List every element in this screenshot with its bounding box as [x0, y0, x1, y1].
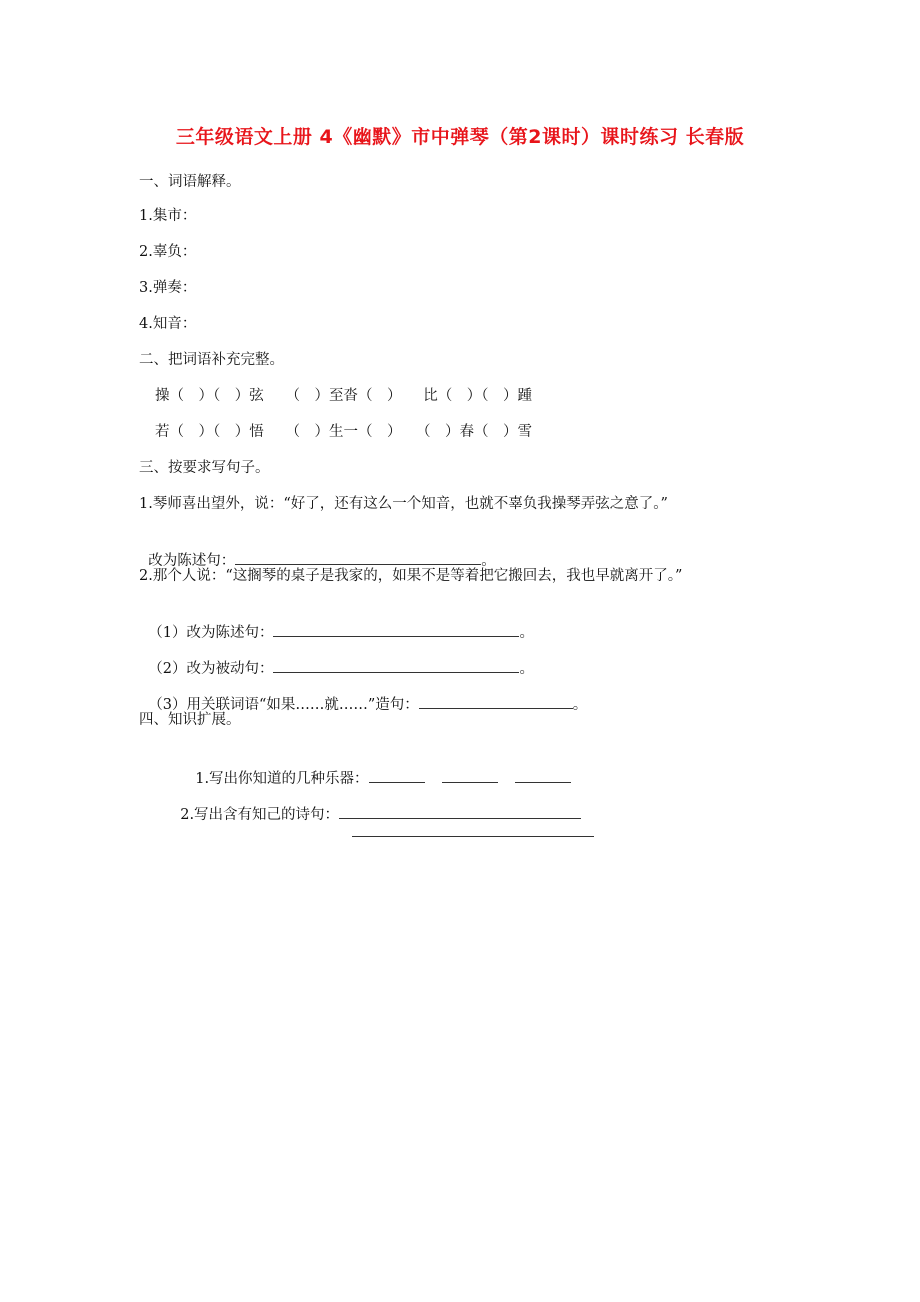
answer-blank[interactable]: [442, 768, 498, 783]
section2-heading: 二、把词语补充完整。: [139, 352, 284, 368]
prompt-label: （2）改为被动句：: [148, 661, 274, 677]
page-title: 三年级语文上册 4《幽默》市中弹琴（第2课时）课时练习 长春版: [175, 126, 745, 148]
period: 。: [481, 553, 496, 569]
prompt-label: 1.写出你知道的几种乐器：: [195, 771, 369, 787]
section4-heading: 四、知识扩展。: [139, 712, 241, 728]
answer-blank[interactable]: [419, 694, 573, 709]
period: 。: [519, 661, 534, 677]
question-4-1: [186, 748, 571, 789]
question-3-1: 1.琴师喜出望外，说：“好了，还有这么一个知音，也就不辜负我操琴弄弦之意了。”: [139, 496, 668, 512]
prompt-label: 2.写出含有知己的诗句：: [180, 807, 340, 823]
answer-blank[interactable]: [369, 768, 425, 783]
question-4-2: [171, 784, 581, 825]
section3-heading: 三、按要求写句子。: [139, 460, 270, 476]
idiom-row-1: 操（ ）（ ）弦 （ ）至沓（ ） 比（ ）（ ）踵: [155, 388, 532, 404]
answer-blank[interactable]: [273, 658, 519, 673]
idiom-row-2: 若（ ）（ ）悟 （ ）生一（ ） （ ）春（ ）雪: [155, 424, 532, 440]
question-3-1-answer: [139, 530, 496, 571]
question-3-2b: [139, 638, 534, 679]
list-item: 3.弹奏：: [139, 280, 197, 296]
section1-heading: 一、词语解释。: [139, 174, 241, 190]
answer-blank[interactable]: [235, 550, 481, 565]
question-3-2a: [139, 602, 534, 643]
answer-blank[interactable]: [515, 768, 571, 783]
answer-blank[interactable]: [273, 622, 519, 637]
question-3-2c: [139, 674, 587, 715]
prompt-label: （1）改为陈述句：: [148, 625, 274, 641]
list-item: 4.知音：: [139, 316, 197, 332]
period: 。: [572, 697, 588, 713]
prompt-label: 改为陈述句：: [148, 553, 236, 569]
list-item: 2.辜负：: [139, 244, 197, 260]
period: 。: [519, 625, 534, 641]
prompt-label: （3）用关联词语“如果……就……”造句：: [148, 697, 419, 713]
answer-blank[interactable]: [352, 822, 594, 837]
answer-blank[interactable]: [339, 804, 581, 819]
question-3-2: 2.那个人说：“这搁琴的桌子是我家的，如果不是等着把它搬回去，我也早就离开了。”: [139, 568, 683, 584]
list-item: 1.集市：: [139, 208, 197, 224]
